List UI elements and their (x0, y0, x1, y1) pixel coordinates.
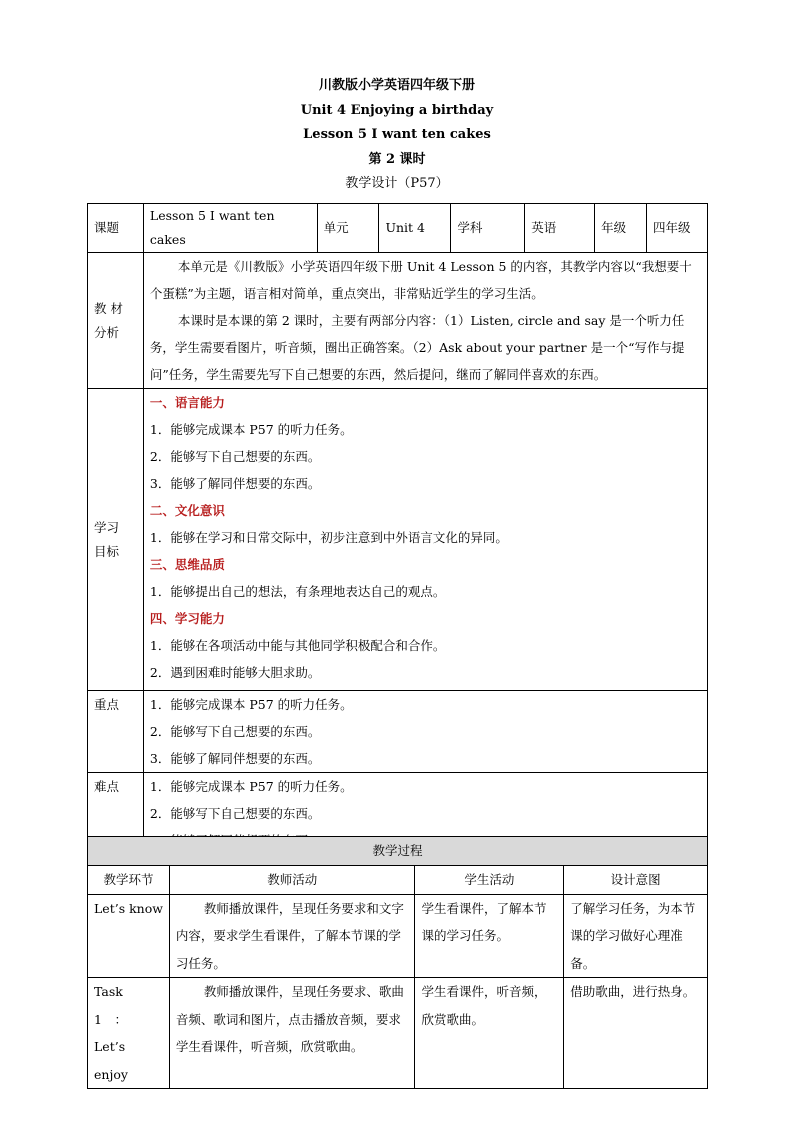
objective-item: 1．能够在学习和日常交际中，初步注意到中外语言文化的异同。 (149, 530, 508, 545)
analysis-label (88, 253, 144, 389)
lesson-info-table (87, 203, 708, 855)
teaching-process-table (87, 836, 708, 1089)
analysis-paragraph: 本课时是本课的第 2 课时，主要有两部分内容：（1）Listen, circle and say 是一个听力任务，学生需要看图片，听音频，圈出正确答案。（2）Ask about your partner 是一个“写作与提问”任务，学生需要先写下自己想要的东西，然后提问，继而了解同伴喜欢的东西。 (149, 313, 685, 382)
analysis-label-line2: 分析 (94, 324, 120, 340)
unit-title: Unit 4 Enjoying a birthday (300, 102, 494, 118)
stage-line: Let’s enjoy (94, 1039, 128, 1082)
objective-heading: 二、文化意识 (149, 503, 225, 518)
unit-value: Unit 4 (379, 204, 451, 253)
topic-value: Lesson 5 I want ten cakes (143, 204, 317, 253)
stage-cell: Let’s know (88, 894, 170, 978)
period-title: 第 2 课时 (368, 151, 426, 167)
topic-label: 课题 (88, 204, 144, 253)
analysis-label-line1: 教 材 (94, 300, 123, 316)
objectives-row (88, 389, 708, 691)
unit-label: 单元 (317, 204, 379, 253)
document-header (0, 74, 794, 197)
key-points-content (143, 691, 707, 773)
difficulty-item: 2．能够写下自己想要的东西。 (149, 806, 321, 821)
objective-heading: 三、思维品质 (149, 557, 225, 572)
difficulty-item: 1．能够完成课本 P57 的听力任务。 (149, 779, 353, 794)
grade-value: 四年级 (647, 204, 708, 253)
difficulties-label: 难点 (88, 773, 144, 855)
key-point-item: 3．能够了解同伴想要的东西。 (149, 751, 321, 766)
key-point-item: 1．能够完成课本 P57 的听力任务。 (149, 697, 353, 712)
teacher-activity-cell: 教师播放课件，呈现任务要求和文字内容，要求学生看课件，了解本节课的学习任务。 (169, 894, 415, 978)
objectives-content (143, 389, 707, 691)
process-header-row (88, 866, 708, 895)
objective-heading: 四、学习能力 (149, 611, 225, 626)
table-row (88, 894, 708, 978)
objective-item: 2．遇到困难时能够大胆求助。 (149, 665, 321, 680)
design-intent-cell: 借助歌曲，进行热身。 (564, 978, 708, 1089)
design-intent-cell: 了解学习任务，为本节课的学习做好心理准备。 (564, 894, 708, 978)
process-title: 教学过程 (88, 837, 708, 866)
design-title: 教学设计（P57） (345, 176, 449, 191)
table-row (88, 978, 708, 1089)
stage-cell (88, 978, 170, 1089)
objective-item: 3．能够了解同伴想要的东西。 (149, 476, 321, 491)
info-row (88, 204, 708, 253)
teacher-activity-cell: 教师播放课件，呈现任务要求、歌曲音频、歌词和图片，点击播放音频，要求学生看课件，听音频，欣赏歌曲。 (169, 978, 415, 1089)
col-intent-header: 设计意图 (564, 866, 708, 895)
objective-item: 1．能够完成课本 P57 的听力任务。 (149, 422, 353, 437)
student-activity-cell: 学生看课件，听音频，欣赏歌曲。 (415, 978, 564, 1089)
subject-label: 学科 (451, 204, 525, 253)
book-title: 川教版小学英语四年级下册 (318, 78, 475, 93)
objectives-label-line1: 学习 (94, 519, 120, 535)
analysis-paragraph: 本单元是《川教版》小学英语四年级下册 Unit 4 Lesson 5 的内容，其教学内容以“我想要十个蛋糕”为主题，语言相对简单，重点突出，非常贴近学生的学习生活。 (149, 259, 692, 301)
objective-item: 2．能够写下自己想要的东西。 (149, 449, 321, 464)
col-stage-header: 教学环节 (88, 866, 170, 895)
key-points-row (88, 691, 708, 773)
subject-value: 英语 (525, 204, 595, 253)
col-teacher-header: 教师活动 (169, 866, 415, 895)
student-activity-cell: 学生看课件，了解本节课的学习任务。 (415, 894, 564, 978)
objective-item: 1．能够提出自己的想法，有条理地表达自己的观点。 (149, 584, 446, 599)
grade-label: 年级 (595, 204, 647, 253)
key-points-label: 重点 (88, 691, 144, 773)
key-point-item: 2．能够写下自己想要的东西。 (149, 724, 321, 739)
objective-item: 1．能够在各项活动中能与其他同学积极配合和合作。 (149, 638, 446, 653)
objective-heading: 一、语言能力 (149, 395, 225, 410)
stage-line: Task 1 ： (94, 984, 136, 1027)
col-student-header: 学生活动 (415, 866, 564, 895)
analysis-row (88, 253, 708, 389)
objectives-label (88, 389, 144, 691)
objectives-label-line2: 目标 (94, 543, 120, 559)
process-title-row (88, 837, 708, 866)
analysis-content (143, 253, 707, 389)
lesson-title: Lesson 5 I want ten cakes (303, 127, 491, 142)
